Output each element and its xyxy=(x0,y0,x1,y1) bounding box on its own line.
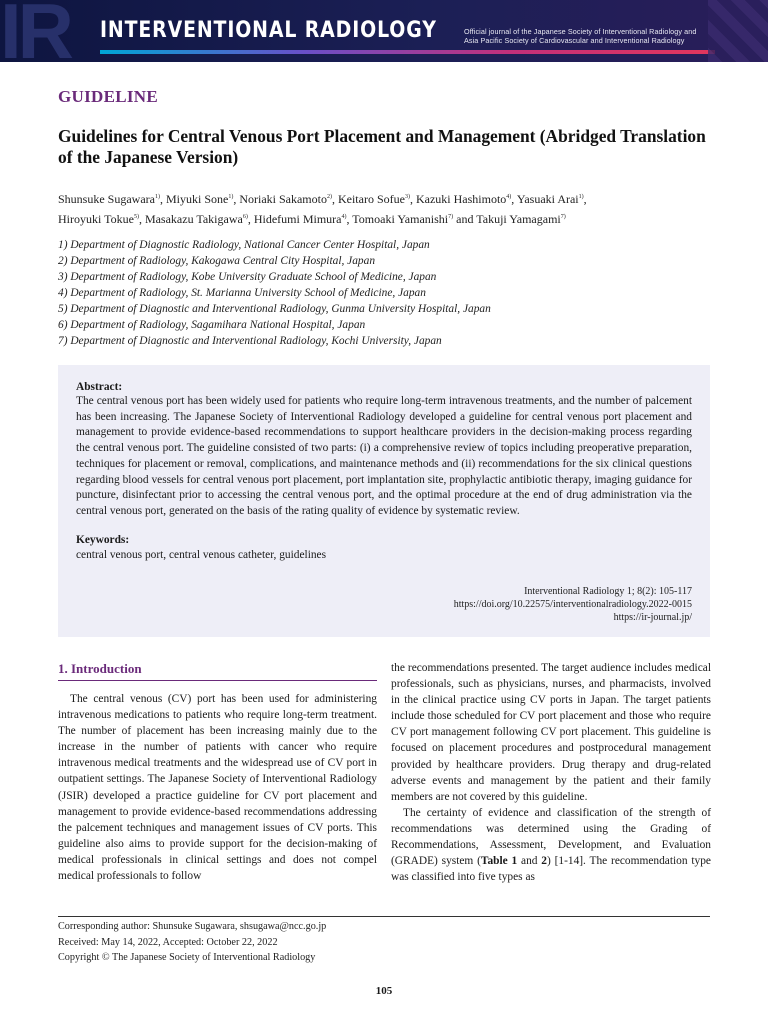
author-affiliation-marker: 1) xyxy=(228,194,234,200)
table-2-reference[interactable]: 2 xyxy=(541,855,547,868)
author-affiliation-marker: 4) xyxy=(341,214,347,220)
author-affiliation-marker: 7) xyxy=(448,214,454,220)
grade-text-a: The certainty of evidence and classification of the strength of recommendations was determined using the Grading of Recommendations, Assessment, Development, and Evaluation (GRADE) system ( xyxy=(391,806,711,868)
author-affiliation-marker: 3) xyxy=(404,194,410,200)
keywords-text: central venous port, central venous catheter, guidelines xyxy=(76,548,327,561)
corresponding-author: Corresponding author: Shunsuke Sugawara, shsugawa@ncc.go.jp xyxy=(58,921,327,932)
author-name: Hidefumi Mimura xyxy=(253,212,342,226)
footnote-divider xyxy=(58,916,710,917)
author-affiliation-marker: 5) xyxy=(133,214,139,220)
affiliation-item: 2) Department of Radiology, Kakogawa Central City Hospital, Japan xyxy=(58,255,376,267)
page-number: 105 xyxy=(375,985,393,997)
affiliation-item: 3) Department of Radiology, Kobe University Graduate School of Medicine, Japan xyxy=(58,271,437,283)
author-name: Tomoaki Yamanishi xyxy=(352,212,449,226)
journal-site-link[interactable]: https://ir-journal.jp/ xyxy=(613,612,692,623)
grade-text-b: ) [1-14]. The recommendation type was classified into five types as xyxy=(391,855,711,884)
journal-title: INTERVENTIONAL RADIOLOGY xyxy=(100,18,437,43)
affiliation-item: 4) Department of Radiology, St. Marianna University School of Medicine, Japan xyxy=(58,287,426,299)
official-line-2: Asia Pacific Society of Cardiovascular and Interventional Radiology xyxy=(464,36,685,45)
author-name: Kazuki Hashimoto xyxy=(415,192,507,206)
abstract-heading: Abstract: xyxy=(76,381,123,393)
author-affiliation-marker: 6) xyxy=(242,214,248,220)
journal-banner xyxy=(0,0,768,62)
journal-logo-mark: IR xyxy=(0,0,70,62)
author-name: Shunsuke Sugawara xyxy=(58,192,155,206)
author-affiliation-marker: 2) xyxy=(326,194,332,200)
affiliation-item: 5) Department of Diagnostic and Interventional Radiology, Gunma University Hospital, Japan xyxy=(58,303,491,315)
intro-paragraph-continued: the recommendations presented. The target audience includes medical professionals, such as physicians, nurses, and pharmacists, involved in the clinical practice using CV ports in Japan. The target patients include those scheduled for CV port placement and those who require CV port management following CV port placement. This guideline is focused on placement procedures and postprocedural management provided by healthcare providers. Drug therapy and drug-related adverse events and management by the patient and their family members are not covered by this guideline. xyxy=(391,662,711,803)
affiliation-item: 1) Department of Diagnostic Radiology, National Cancer Center Hospital, Japan xyxy=(58,239,430,251)
author-name: Miyuki Sone xyxy=(165,192,229,206)
doi-link[interactable]: https://doi.org/10.22575/interventionalradiology.2022-0015 xyxy=(453,599,692,610)
table-1-reference[interactable]: Table 1 xyxy=(480,855,518,868)
official-line-1: Official journal of the Japanese Society of Interventional Radiology and xyxy=(464,27,697,36)
keywords-heading: Keywords: xyxy=(76,533,130,546)
footnotes xyxy=(58,919,710,966)
intro-paragraph-1: The central venous (CV) port has been used for administering intravenous medications to patients who require long-term treatment. The number of placement has been increasing mainly due to the increase in the number of patients with cancer who require intravenous medical treatments and the widespread use of CV port in outpatient settings. The Japanese Society of Interventional Radiology (JSIR) developed a practice guideline for CV port placement and management to provide evidence-based recommendations addressing the palcement techniques and management issues of CV ports. This guideline also aims to provide support for the decision-making of medical professionals in clinical settings and does not compel medical professionals to follow xyxy=(58,693,377,883)
intro-paragraph-2 xyxy=(391,805,711,885)
affiliation-item: 7) Department of Diagnostic and Interventional Radiology, Kochi University, Japan xyxy=(58,335,442,347)
citation-reference: Interventional Radiology 1; 8(2): 105-117 xyxy=(524,586,692,597)
received-dates: Received: May 14, 2022, Accepted: October 22, 2022 xyxy=(58,936,278,948)
author-name: Noriaki Sakamoto xyxy=(239,192,327,206)
introduction-heading: 1. Introduction xyxy=(58,660,377,681)
author-affiliation-marker: 4) xyxy=(506,194,512,200)
abstract-text: The central venous port has been widely used for patients who require long-term intravenous treatments, and the number of palcement has been increasing. The Japanese Society of Interventional Radiology developed a guideline for central venous port placement and management to provide evidence-based recommendations to support healthcare providers in the decision-making process regarding the central venous port. The guideline consisted of two parts: (i) a comprehensive review of topics including preoperative preparation, techniques for placement or removal, complications, and maintenance methods and (ii) recommendations for the six clinical questions regarding blood vessels for central venous port placement, port implantation site, prophylactic antibiotic therapy, imaging guidance for puncture, disinfectant prior to accessing the central venous port, and the optimal procedure at the end of drug administration via the central venous port, generated on the basis of the rating quality of evidence by systematic review. xyxy=(76,395,692,517)
left-column xyxy=(58,660,377,884)
author-list: Shunsuke Sugawara$^{1)}$, Miyuki Sone$^{1)}$, Noriaki Sakamoto$^{2)}$, Keitaro Sofue$^{3)}$, Kazuki Hashimoto$^{4)}$, Yasuaki Arai$^{1)}$, Hiroyuki Tokue$^{5)}$, Masakazu Takigawa$^{6)}$, Hidefumi Mimura$^{4)}$, Tomoaki Yamanishi$^{7)}$ and Takuji Yamagami$^{7)}$ xyxy=(58,192,587,226)
banner-decoration xyxy=(708,0,768,62)
author-name: Takuji Yamagami xyxy=(476,212,561,226)
right-column xyxy=(391,660,711,885)
author-affiliation-marker: 1) xyxy=(154,194,160,200)
author-name: Yasuaki Arai xyxy=(516,192,579,206)
affiliation-item: 6) Department of Radiology, Sagamihara National Hospital, Japan xyxy=(58,319,366,331)
copyright-notice: Copyright © The Japanese Society of Interventional Radiology xyxy=(58,952,316,963)
grade-text-and: and xyxy=(517,855,542,868)
author-name: Masakazu Takigawa xyxy=(144,212,243,226)
paper-title: Guidelines for Central Venous Port Placement and Management (Abridged Translation of the Japanese Version) xyxy=(58,126,706,167)
banner-color-stripe xyxy=(100,50,715,54)
citation-block xyxy=(454,585,692,624)
author-name: Hiroyuki Tokue xyxy=(58,212,134,226)
affiliation-list xyxy=(58,237,718,349)
abstract-box xyxy=(58,365,710,637)
author-affiliation-marker: 7) xyxy=(560,214,566,220)
author-name: Keitaro Sofue xyxy=(337,192,405,206)
author-affiliation-marker: 1) xyxy=(578,194,584,200)
article-type-label: GUIDELINE xyxy=(58,87,159,106)
